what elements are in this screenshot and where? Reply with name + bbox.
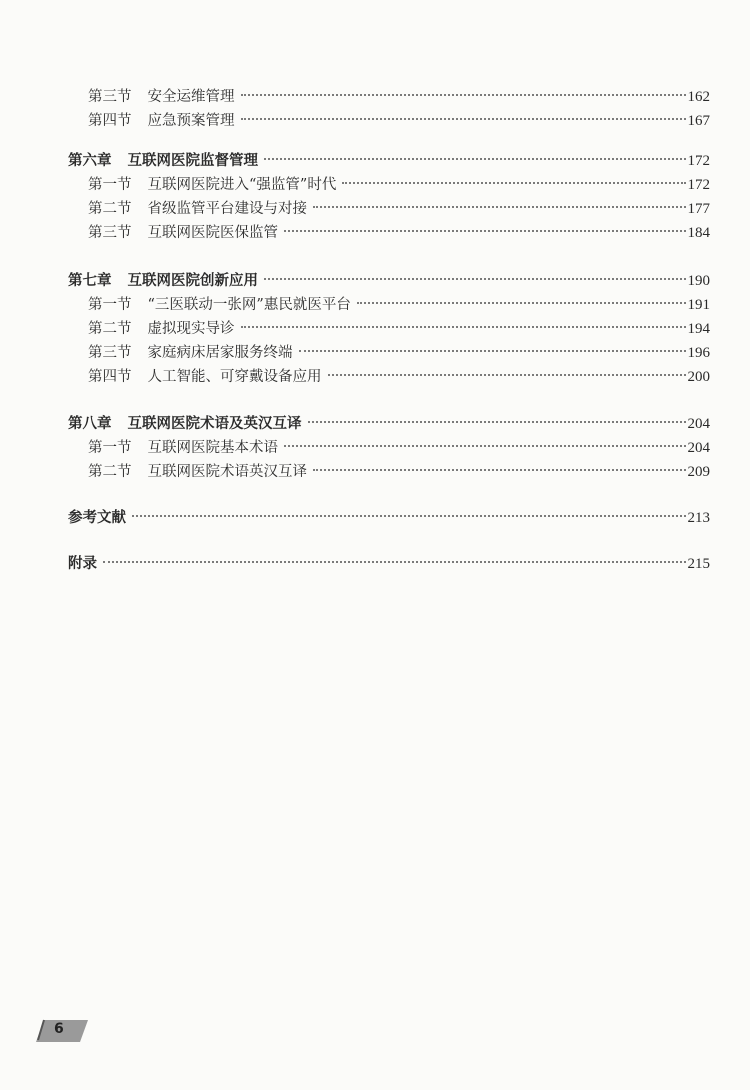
toc-references (68, 507, 710, 529)
toc-entry (88, 366, 710, 388)
toc-entry (88, 198, 710, 220)
dot-leader (299, 350, 686, 352)
toc-entry (88, 86, 710, 108)
toc-appendix (68, 553, 710, 575)
page-ref: 184 (687, 225, 710, 241)
entry-title: 互联网医院术语及英汉互译 (127, 416, 302, 432)
toc-entry (88, 437, 710, 459)
page-ref: 194 (687, 321, 710, 337)
section-number: 第三节 (88, 345, 132, 361)
page-number-badge (34, 1018, 90, 1044)
page-number: 6 (54, 1021, 64, 1037)
toc-entry (88, 174, 710, 196)
toc-entry (88, 222, 710, 244)
entry-title: 附录 (68, 556, 97, 572)
section-number: 第三节 (88, 89, 132, 105)
section-number: 第一节 (88, 440, 132, 456)
chapter-number: 第八章 (68, 416, 112, 432)
toc-entry (88, 294, 710, 316)
page-ref: 213 (687, 510, 710, 526)
toc-entry (88, 318, 710, 340)
dot-leader (284, 230, 686, 232)
page-ref: 196 (687, 345, 710, 361)
page-ref: 167 (687, 113, 710, 129)
page-ref: 215 (687, 556, 710, 572)
entry-title: 互联网医院监督管理 (127, 153, 258, 169)
dot-leader (103, 561, 686, 563)
toc-entry (88, 342, 710, 364)
dot-leader (241, 94, 686, 96)
section-number: 第一节 (88, 297, 132, 313)
entry-title: 应急预案管理 (147, 113, 235, 129)
section-number: 第一节 (88, 177, 132, 193)
dot-leader (241, 118, 686, 120)
section-number: 第二节 (88, 321, 132, 337)
section-number: 第二节 (88, 464, 132, 480)
dot-leader (313, 469, 686, 471)
dot-leader (313, 206, 686, 208)
page-ref: 204 (687, 416, 710, 432)
entry-title: 互联网医院基本术语 (147, 440, 278, 456)
section-number: 第三节 (88, 225, 132, 241)
dot-leader (328, 374, 686, 376)
section-number: 第四节 (88, 113, 132, 129)
dot-leader (241, 326, 686, 328)
section-number: 第四节 (88, 369, 132, 385)
dot-leader (264, 278, 686, 280)
section-number: 第二节 (88, 201, 132, 217)
toc-chapter (68, 413, 710, 435)
entry-title: 省级监管平台建设与对接 (147, 201, 307, 217)
dot-leader (284, 445, 686, 447)
dot-leader (308, 421, 686, 423)
entry-title: 家庭病床居家服务终端 (147, 345, 293, 361)
dot-leader (357, 302, 686, 304)
entry-title: 互联网医院术语英汉互译 (147, 464, 307, 480)
page-ref: 191 (687, 297, 710, 313)
toc-entry (88, 461, 710, 483)
entry-title: 人工智能、可穿戴设备应用 (147, 369, 322, 385)
entry-title: 安全运维管理 (147, 89, 235, 105)
page-ref: 200 (687, 369, 710, 385)
entry-title: 互联网医院进入“强监管”时代 (147, 177, 337, 193)
page-ref: 172 (687, 153, 710, 169)
dot-leader (132, 515, 686, 517)
dot-leader (264, 158, 686, 160)
page-ref: 190 (687, 273, 710, 289)
chapter-number: 第六章 (68, 153, 112, 169)
entry-title: 参考文献 (68, 510, 126, 526)
page-ref: 209 (687, 464, 710, 480)
page-ref: 162 (687, 89, 710, 105)
entry-title: 虚拟现实导诊 (147, 321, 235, 337)
entry-title: “三医联动一张网”惠民就医平台 (147, 297, 351, 313)
toc-chapter (68, 270, 710, 292)
toc-chapter (68, 150, 710, 172)
toc-entry (88, 110, 710, 132)
chapter-number: 第七章 (68, 273, 112, 289)
entry-title: 互联网医院医保监管 (147, 225, 278, 241)
page-ref: 177 (687, 201, 710, 217)
page-ref: 204 (687, 440, 710, 456)
dot-leader (342, 182, 685, 184)
entry-title: 互联网医院创新应用 (127, 273, 258, 289)
page-ref: 172 (687, 177, 710, 193)
